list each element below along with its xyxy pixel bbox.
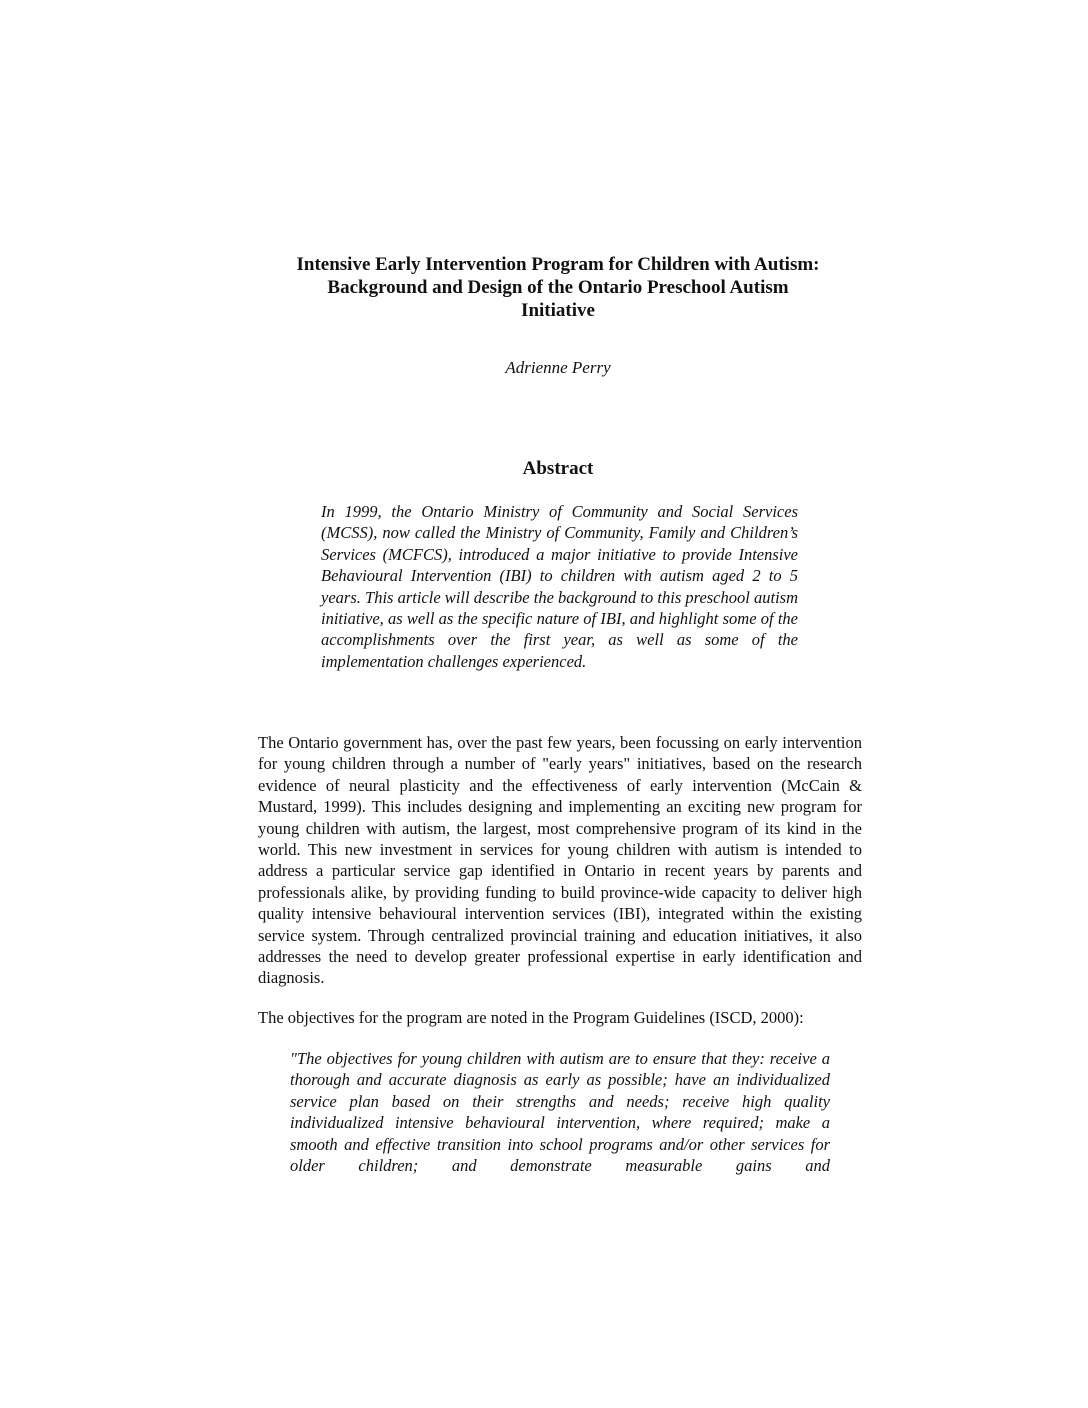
body-paragraph-1: The Ontario government has, over the past few years, been focussing on early intervention for young children through a number of "early years" initiatives, based on the research evidence of neural plasticity and the effectiveness of early intervention (McCain & Mustard, 1999). This includes designing and implementing an exciting new program for young children with autism, the largest, most comprehensive program of its kind in the world. This new investment in services for young children with autism is intended to address a particular service gap identified in Ontario in recent years by parents and professionals alike, by providing funding to build province-wide capacity to deliver high quality intensive behavioural intervention services (IBI), integrated within the existing service system. Through centralized provincial training and education initiatives, it also addresses the need to develop greater professional expertise in early identification and diagnosis. bbox=[258, 733, 862, 988]
title-line-3: Initiative bbox=[521, 300, 595, 321]
block-quote: "The objectives for young children with autism are to ensure that they: receive a thorough and accurate diagnosis as early as possible; have an individualized service plan based on their strengths and needs; receive high quality individualized intensive behavioural intervention, where required; make a smooth and effective transition into school programs and/or other services for older children; and demonstrate measurable gains and bbox=[290, 1049, 830, 1176]
abstract-text: In 1999, the Ontario Ministry of Community and Social Services (MCSS), now called the Ministry of Community, Family and Children’s Services (MCFCS), introduced a major initiative to provide Intensive Behavioural Intervention (IBI) to children with autism aged 2 to 5 years. This article will describe the background to this preschool autism initiative, as well as the specific nature of IBI, and highlight some of the accomplishments over the first year, as well as some of the implementation challenges experienced. bbox=[321, 502, 798, 671]
paper-title bbox=[228, 253, 888, 322]
abstract-heading: Abstract bbox=[522, 458, 594, 479]
body-paragraph-2: The objectives for the program are noted in the Program Guidelines (ISCD, 2000): bbox=[258, 1008, 804, 1027]
title-line-2: Background and Design of the Ontario Preschool Autism bbox=[327, 277, 789, 298]
title-line-1: Intensive Early Intervention Program for Children with Autism: bbox=[296, 254, 820, 275]
author-name: Adrienne Perry bbox=[505, 358, 611, 377]
